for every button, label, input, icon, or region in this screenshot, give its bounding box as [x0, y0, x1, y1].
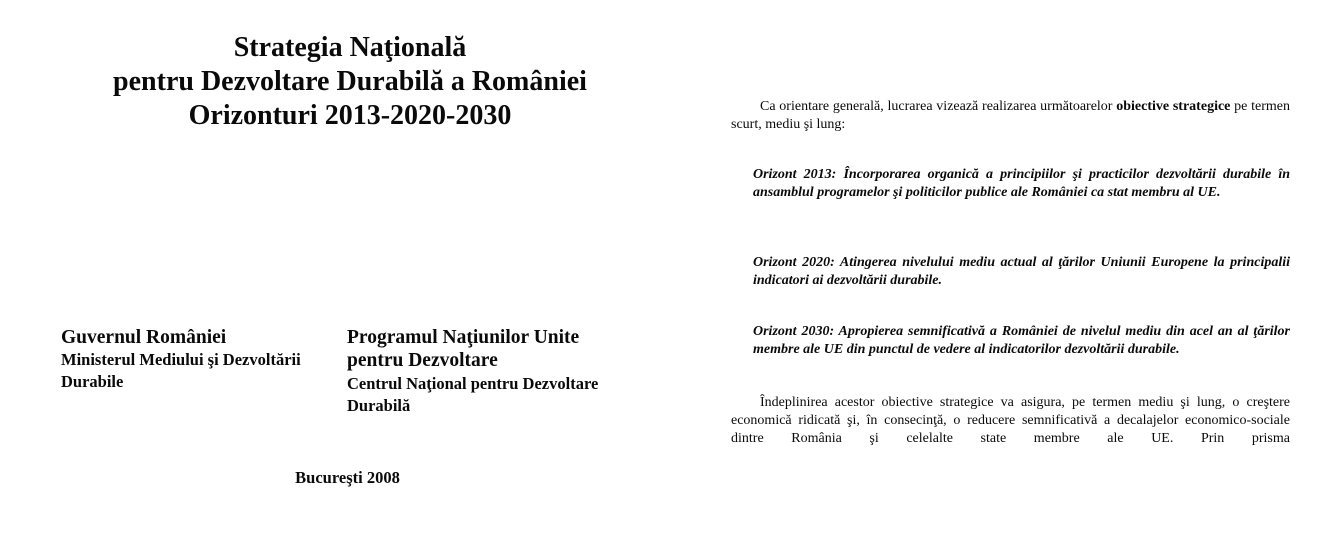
objective-2020 — [753, 254, 1290, 290]
title-line-2: pentru Dezvoltare Durabilă a României — [113, 66, 587, 97]
objective-2013 — [753, 166, 1290, 202]
objective-2030 — [753, 323, 1290, 359]
undp-name-line-1: Programul Naţiunilor Unite — [347, 327, 580, 348]
intro-text: Ca orientare generală, lucrarea vizează realizarea următoarelor — [760, 99, 1117, 114]
content-page — [680, 0, 1319, 545]
organization-undp — [347, 326, 637, 417]
title-line-3: Orizonturi 2013-2020-2030 — [188, 100, 512, 131]
objective-horizon: Orizont 2020: — [753, 255, 835, 270]
ministry-name: Ministerul Mediului şi Dezvoltării Durabile — [61, 350, 301, 391]
undp-name-line-2: pentru Dezvoltare — [347, 350, 498, 371]
organization-government — [61, 326, 351, 393]
objective-horizon: Orizont 2013: — [753, 167, 837, 182]
location-year: Bucureşti 2008 — [295, 468, 400, 487]
closing-paragraph: Îndeplinirea acestor obiective strategice va asigura, pe termen mediu şi lung, o creştere economică ridicată şi, în consecinţă, o reducere semnificativă a decalajelor economico-sociale dintre România şi celelalte state membre ale UE. Prin prisma — [731, 395, 1290, 446]
government-name: Guvernul României — [61, 327, 227, 348]
objective-text: Încorporarea organică a principiilor şi practicilor dezvoltării durabile în ansamblul programelor şi politicilor publice ale României ca stat membru al UE. — [753, 167, 1290, 200]
title-line-1: Strategia Naţională — [233, 32, 467, 63]
intro-text-end: pe termen scurt, mediu şi lung: — [731, 99, 1290, 132]
intro-bold-text: obiective strategice — [1116, 99, 1231, 114]
national-centre-name: Centrul Naţional pentru Dezvoltare Durabilă — [347, 374, 599, 415]
objective-text: Atingerea nivelului mediu actual al ţărilor Uniunii Europene la principalii indicatori ai dezvoltării durabile. — [753, 255, 1291, 288]
document-title — [40, 31, 660, 133]
intro-paragraph — [731, 98, 1290, 134]
objective-text: Apropierea semnificativă a României de nivelul mediu din acel an al ţărilor membre ale UE din punctul de vedere al indicatorilor dezvoltării durabile. — [753, 324, 1290, 357]
objective-horizon: Orizont 2030: — [753, 324, 835, 339]
